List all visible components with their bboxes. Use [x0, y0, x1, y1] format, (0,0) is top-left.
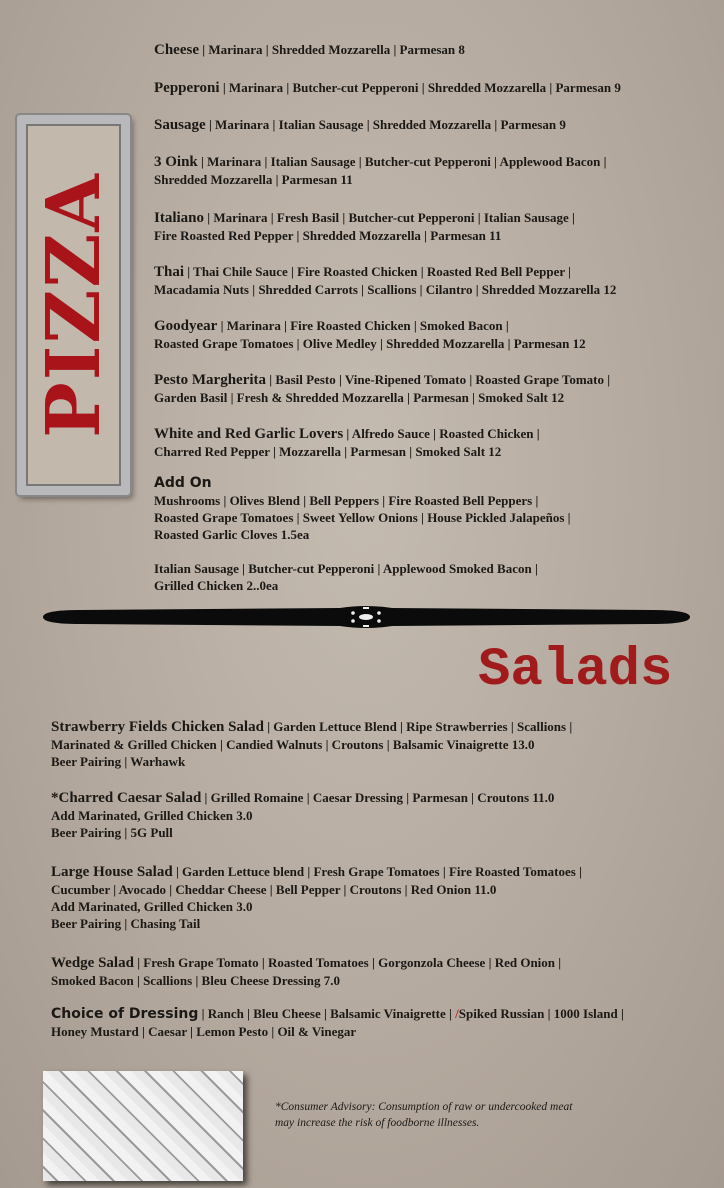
item-name: Italiano — [154, 210, 205, 226]
item-desc-line: Garden Basil | Fresh & Shredded Mozzarella | Parmesan | Smoked Salt 12 — [154, 390, 565, 405]
item-desc: | Garden Lettuce Blend | Ripe Strawberries | Scallions | — [263, 719, 573, 734]
item-desc: | Thai Chile Sauce | Fire Roasted Chicken | Roasted Red Bell Pepper | — [184, 264, 572, 279]
item-desc: | Fresh Grape Tomato | Roasted Tomatoes | Gorgonzola Cheese | Red Onion | — [133, 955, 562, 970]
item-name: Cheese — [154, 42, 199, 58]
item-desc: | Marinara | Italian Sausage | Shredded Mozzarella | Parmesan 9 — [205, 117, 566, 132]
pizza-item — [154, 209, 575, 244]
pizza-item — [154, 317, 586, 352]
pizza-item — [154, 425, 540, 460]
chili-pepper-icon: / — [455, 1006, 459, 1021]
item-desc: | Basil Pesto | Vine-Ripened Tomato | Roasted Grape Tomato | — [266, 372, 611, 387]
pizza-item — [154, 41, 465, 59]
item-desc-line: Marinated & Grilled Chicken | Candied Walnuts | Croutons | Balsamic Vinaigrette 13.0 — [51, 737, 535, 752]
pizza-title-frame — [17, 115, 130, 495]
item-name: Thai — [154, 264, 185, 280]
salad-item — [51, 863, 582, 932]
item-desc-line: Macadamia Nuts | Shredded Carrots | Scallions | Cilantro | Shredded Mozzarella 12 — [154, 282, 617, 297]
advisory-line: may increase the risk of foodborne illnesses. — [275, 1117, 480, 1129]
advisory-line: *Consumer Advisory: Consumption of raw or undercooked meat — [275, 1101, 573, 1113]
add-on-line: Roasted Grape Tomatoes | Sweet Yellow Onions | House Pickled Jalapeños | — [154, 510, 571, 525]
item-desc-line: Beer Pairing | Warhawk — [51, 754, 186, 769]
item-name: Sausage — [154, 117, 206, 133]
diamond-plate-decoration — [43, 1071, 243, 1181]
add-on-section — [154, 475, 571, 594]
dressing-list-line: Honey Mustard | Caesar | Lemon Pesto | Oil & Vinegar — [51, 1024, 357, 1039]
item-desc: | Marinara | Shredded Mozzarella | Parmesan 8 — [199, 42, 465, 57]
item-desc: | Marinara | Fire Roasted Chicken | Smoked Bacon | — [217, 318, 509, 333]
item-desc: | Alfredo Sauce | Roasted Chicken | — [343, 426, 540, 441]
item-name: Pepperoni — [154, 80, 220, 96]
salad-item — [51, 718, 572, 770]
salads-title: Salads — [478, 640, 673, 701]
consumer-advisory — [275, 1099, 572, 1131]
item-desc-line: Smoked Bacon | Scallions | Bleu Cheese Dressing 7.0 — [51, 973, 340, 988]
add-on-title: Add On — [154, 475, 212, 491]
item-name: Goodyear — [154, 318, 218, 334]
item-desc-line: Fire Roasted Red Pepper | Shredded Mozzarella | Parmesan 11 — [154, 228, 502, 243]
item-desc-line: Add Marinated, Grilled Chicken 3.0 — [51, 808, 253, 823]
add-on-line: Grilled Chicken 2..0ea — [154, 578, 279, 593]
item-name: 3 Oink — [154, 154, 198, 170]
dressing-list: Spiked Russian | 1000 Island | — [458, 1006, 624, 1021]
item-desc-line: Beer Pairing | 5G Pull — [51, 825, 173, 840]
salad-item — [51, 789, 554, 841]
pizza-item — [154, 371, 610, 406]
dressing-list: | Ranch | Bleu Cheese | Balsamic Vinaigrette | — [198, 1006, 456, 1021]
item-desc: | Grilled Romaine | Caesar Dressing | Parmesan | Croutons 11.0 — [201, 790, 555, 805]
item-name: Pesto Margherita — [154, 372, 267, 388]
item-name: White and Red Garlic Lovers — [154, 426, 344, 442]
item-desc-line: Cucumber | Avocado | Cheddar Cheese | Bell Pepper | Croutons | Red Onion 11.0 — [51, 882, 497, 897]
pizza-item — [154, 116, 566, 134]
pizza-item — [154, 153, 606, 188]
dressing-options — [51, 1005, 624, 1040]
item-desc: | Marinara | Butcher-cut Pepperoni | Shredded Mozzarella | Parmesan 9 — [219, 80, 621, 95]
item-desc: | Garden Lettuce blend | Fresh Grape Tomatoes | Fire Roasted Tomatoes | — [172, 864, 582, 879]
add-on-line: Italian Sausage | Butcher-cut Pepperoni | Applewood Smoked Bacon | — [154, 561, 538, 576]
item-name: Strawberry Fields Chicken Salad — [51, 719, 264, 735]
pizza-item — [154, 263, 616, 298]
dressing-title: Choice of Dressing — [51, 1006, 199, 1022]
item-desc: | Marinara | Italian Sausage | Butcher-cut Pepperoni | Applewood Bacon | — [197, 154, 607, 169]
item-name: *Charred Caesar Salad — [51, 790, 202, 806]
salad-item — [51, 954, 561, 989]
pizza-title: PIZZA — [30, 172, 117, 438]
item-desc-line: Roasted Grape Tomatoes | Olive Medley | Shredded Mozzarella | Parmesan 12 — [154, 336, 586, 351]
item-name: Wedge Salad — [51, 955, 134, 971]
item-desc-line: Beer Pairing | Chasing Tail — [51, 916, 201, 931]
item-desc-line: Charred Red Pepper | Mozzarella | Parmesan | Smoked Salt 12 — [154, 444, 502, 459]
item-desc-line: Shredded Mozzarella | Parmesan 11 — [154, 172, 353, 187]
add-on-line: Mushrooms | Olives Blend | Bell Peppers | Fire Roasted Bell Peppers | — [154, 493, 539, 508]
item-name: Large House Salad — [51, 864, 173, 880]
item-desc: | Marinara | Fresh Basil | Butcher-cut Pepperoni | Italian Sausage | — [204, 210, 575, 225]
add-on-line: Roasted Garlic Cloves 1.5ea — [154, 527, 310, 542]
propeller-divider — [40, 602, 692, 632]
item-desc-line: Add Marinated, Grilled Chicken 3.0 — [51, 899, 253, 914]
pizza-item — [154, 79, 621, 97]
